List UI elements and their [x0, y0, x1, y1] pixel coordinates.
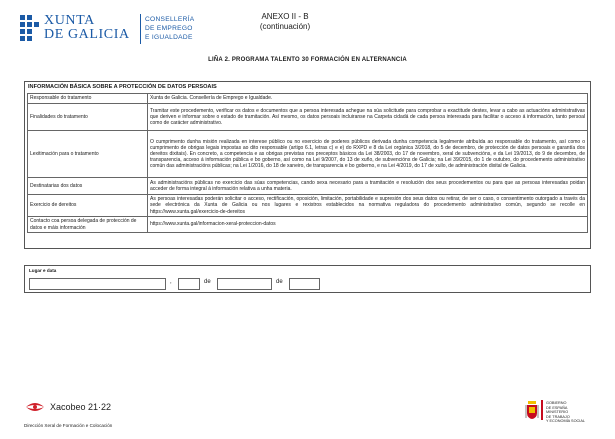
gov-line1: GOBIERNO — [546, 401, 567, 405]
data-protection-title: INFORMACIÓN BÁSICA SOBRE A PROTECCIÓN DE DATOS PERSOAIS — [28, 84, 217, 90]
gobierno-text — [546, 401, 585, 424]
comma-separator: , — [170, 279, 172, 285]
xunta-logo — [18, 12, 218, 48]
place-input[interactable] — [29, 278, 166, 290]
row-text: Tramitar este procedemento, verificar os datos e documentos que a persoa interesada achegue na súa solicitude para comprobar a exactitude destes, levar a cabo as actuacións administrativas que deriven e informar sobre o estado de tramitación. Así mesmo, os datos persoais incluiranse na Carpeta cidadá de cada persoa interesada para facilitar o acceso á información, tanto persoal como de carácter administrativo. — [148, 104, 588, 131]
gov-line4: DE TRABAJO — [546, 414, 570, 419]
de-separator-1: de — [204, 279, 211, 285]
row-text: As persoas interesadas poderán solicitar o acceso, rectificación, oposición, limitación, portabilidade e supresión dos seus datos ou retirar, de ser o caso, o consentimento outorgado a través da sede electrónica da Xunta de Galicia ou nos lugares e rexistros establecidos na normativa reguladora do procedemento administrativo común, segundo se recolle en https://www.xunta.gal/exercicio-de-dereitos — [148, 195, 588, 217]
row-label: Lexitimación para o tratamento — [28, 131, 148, 178]
gobierno-espana-logo — [525, 400, 591, 422]
annex-title: ANEXO II - B — [261, 12, 309, 21]
row-text: https://www.xunta.gal/informacion-xeral-proteccion-datos — [148, 217, 588, 233]
gov-line2: DE ESPAÑA — [546, 405, 568, 410]
xacobeo-logo — [24, 398, 134, 416]
annex-heading — [240, 12, 330, 32]
de-separator-2: de — [276, 279, 283, 285]
programme-title: LIÑA 2. PROGRAMA TALENTO 30 FORMACIÓN EN ALTERNANCIA — [208, 57, 407, 63]
table-row — [28, 178, 588, 195]
xacobeo-icon — [24, 398, 46, 416]
xacobeo-wordmark: Xacobeo 21·22 — [50, 402, 112, 412]
table-row — [28, 104, 588, 131]
row-label: Destinatarias dos datos — [28, 178, 148, 195]
directorate-name: Dirección Xeral de Formación e Colocación — [24, 423, 113, 428]
row-text: Xunta de Galicia. Consellería de Emprego e Igualdade. — [148, 94, 588, 104]
table-row — [28, 131, 588, 178]
table-row — [28, 94, 588, 104]
place-date-caption: Lugar e data — [29, 268, 57, 273]
row-label: Finalidades do tratamento — [28, 104, 148, 131]
place-date-section — [24, 265, 591, 293]
table-row — [28, 195, 588, 217]
gov-line5: Y ECONOMÍA SOCIAL — [546, 419, 585, 424]
xunta-line2: DE GALICIA — [44, 27, 130, 42]
coat-of-arms-icon — [525, 400, 539, 420]
row-label: Responsable do tratamento — [28, 94, 148, 104]
table-row — [28, 217, 588, 233]
consellaria-line1: CONSELLERÍA — [145, 16, 195, 23]
gov-line3: MINISTERIO — [546, 410, 569, 415]
consellaria-line3: E IGUALDADE — [145, 34, 193, 41]
logo-divider — [140, 14, 141, 44]
consellaria-line2: DE EMPREGO — [145, 25, 193, 32]
xunta-wordmark — [44, 14, 130, 42]
xunta-line1: XUNTA — [44, 13, 95, 28]
row-text: As administracións públicas no exercicio das súas competencias, cando sexa necesario para a tramitación e resolución dos seus procedementos ou para que as persoas interesadas poidan acceder de forma integral á información relativa a unha materia. — [148, 178, 588, 195]
data-protection-section — [24, 81, 591, 249]
month-input[interactable] — [217, 278, 272, 290]
annex-continuation: (continuación) — [259, 22, 311, 31]
row-label: Exercicio de dereitos — [28, 195, 148, 217]
year-input[interactable] — [289, 278, 320, 290]
xunta-cross-icon — [18, 14, 40, 44]
row-label: Contacto coa persoa delegada de protección de datos e máis información — [28, 217, 148, 233]
row-text: O cumprimento dunha misión realizada en interese público ou no exercicio de poderes públicos derivada dunha competencia legalmente atribuída ao responsable do tratamento, así como o cumprimento de obrigas legais impostas ao dito responsable (artigo 6.1, letras c) e e) do RXPD e 8 da Lei orgánica 3/2018, do 5 de decembro, de protección de datos persoais e garantía dos dereitos dixitais). En concreto, a competencia e as obrigas previstas nos preceptos básicos da Lei 38/2003, do 17 de novembro, xeral de subvencións, e da Lei 19/2013, do 9 de decembro, de transparencia, acceso á información pública e bo goberno, así como na Lei 9/2007, do 13 de xuño, de subvencións de Galicia; na Lei 39/2015, do 1 de outubro, do procedemento administrativo común das administracións públicas; na Lei 1/2016, do 18 de xaneiro, de transparencia e bo goberno, e na Lei 4/2019, do 17 de xullo, de administración dixital de Galicia. — [148, 131, 588, 178]
data-protection-table — [27, 93, 588, 233]
flag-stripe — [541, 400, 543, 420]
day-input[interactable] — [178, 278, 200, 290]
consellaria-name — [145, 15, 194, 42]
